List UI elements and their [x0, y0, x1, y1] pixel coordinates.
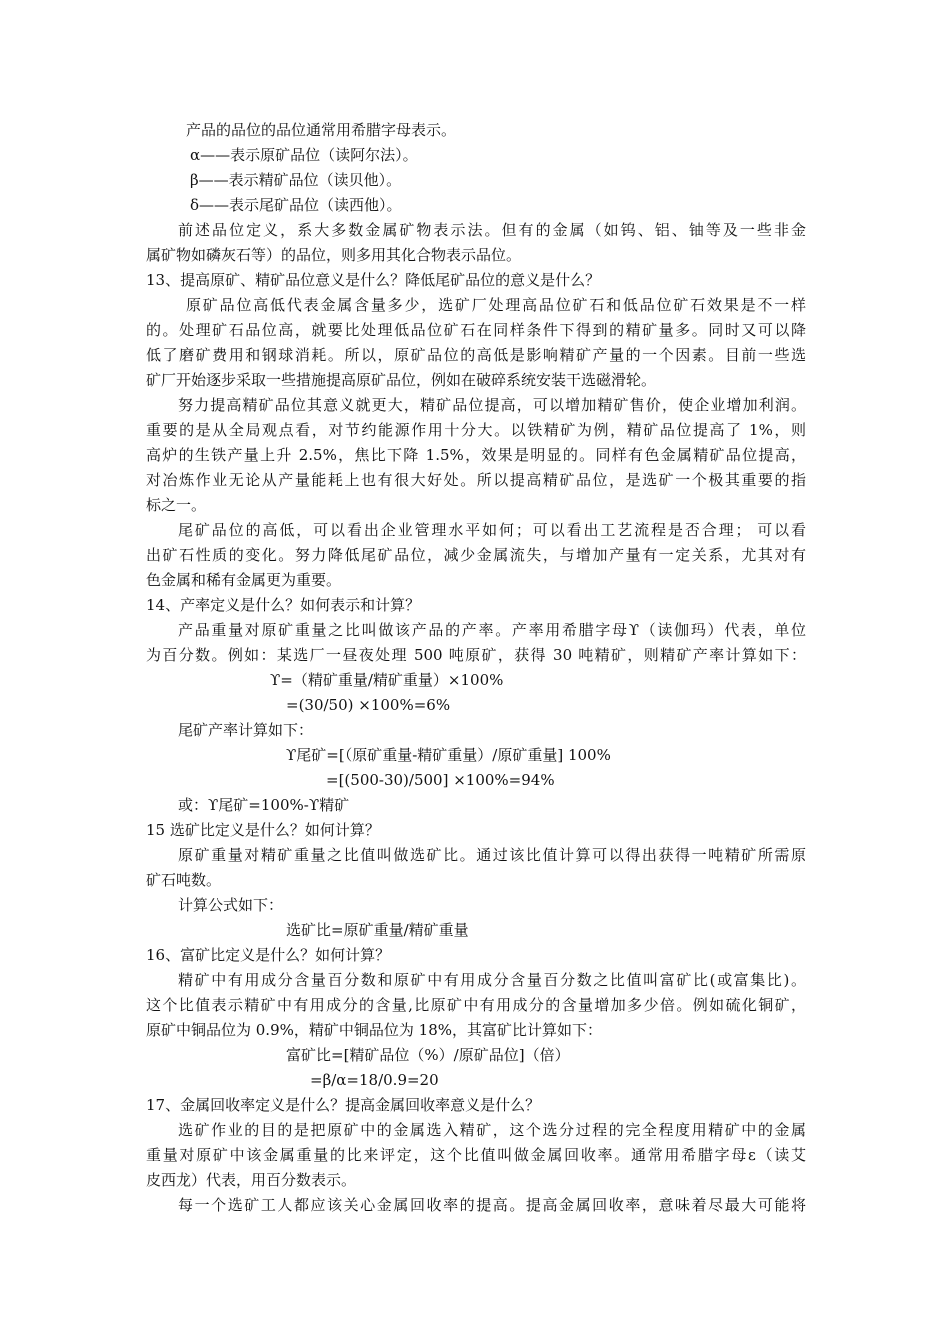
- paragraph-line: 这个比值表示精矿中有用成分的含量,比原矿中有用成分的含量增加多少倍。例如硫化铜矿，: [146, 996, 806, 1014]
- paragraph-line: 重要的是从全局观点看，对节约能源作用十分大。以铁精矿为例，精矿品位提高了 1%，则: [146, 421, 806, 439]
- formula-line: =[(500-30)/500] ×100%=94%: [326, 771, 555, 789]
- paragraph-line: 原矿重量对精矿重量之比值叫做选矿比。通过该比值计算可以得出获得一吨精矿所需原: [178, 846, 806, 864]
- paragraph-line: 对冶炼作业无论从产量能耗上也有很大好处。所以提高精矿品位，是选矿一个极其重要的指: [146, 471, 806, 489]
- section-heading-16: 16、富矿比定义是什么？如何计算？: [146, 946, 391, 964]
- grade-beta-line: β——表示精矿品位（读贝他）。: [190, 171, 402, 189]
- formula-line: =(30/50) ×100%=6%: [286, 696, 451, 714]
- grade-delta-line: δ——表示尾矿品位（读西他）。: [190, 196, 402, 214]
- paragraph-line: 属矿物如磷灰石等）的品位，则多用其化合物表示品位。: [146, 246, 522, 264]
- paragraph-line: 色金属和稀有金属更为重要。: [146, 571, 342, 589]
- section-heading-13: 13、提高原矿、精矿品位意义是什么？降低尾矿品位的意义是什么？: [146, 271, 601, 289]
- paragraph-line: 的。处理矿石品位高，就要比处理低品位矿石在同样条件下得到的精矿量多。同时又可以降: [146, 321, 806, 339]
- paragraph-line: 产品的品位的品位通常用希腊字母表示。: [186, 121, 457, 139]
- paragraph-line: 原矿中铜品位为 0.9%，精矿中铜品位为 18%，其富矿比计算如下：: [146, 1021, 602, 1039]
- formula-line: ϒ=（精矿重量/精矿重量）×100%: [270, 671, 504, 689]
- paragraph-line: 矿厂开始逐步采取一些措施提高原矿品位，例如在破碎系统安装干选磁滑轮。: [146, 371, 657, 389]
- paragraph-line: 尾矿产率计算如下：: [178, 721, 314, 739]
- section-heading-15: 15 选矿比定义是什么？如何计算？: [146, 821, 380, 839]
- section-heading-14: 14、产率定义是什么？如何表示和计算？: [146, 596, 421, 614]
- paragraph-line: 皮西龙）代表，用百分数表示。: [146, 1171, 357, 1189]
- grade-alpha-line: α——表示原矿品位（读阿尔法）。: [190, 146, 418, 164]
- paragraph-line: 每一个选矿工人都应该关心金属回收率的提高。提高金属回收率，意味着尽最大可能将: [178, 1196, 806, 1214]
- paragraph-line: 重量对原矿中该金属重量的比来评定，这个比值叫做金属回收率。通常用希腊字母ε（读艾: [146, 1146, 806, 1164]
- formula-line: 富矿比=[精矿品位（%）/原矿品位]（倍）: [286, 1046, 570, 1064]
- paragraph-line: 低了磨矿费用和钢球消耗。所以，原矿品位的高低是影响精矿产量的一个因素。目前一些选: [146, 346, 806, 364]
- formula-line: 或：ϒ尾矿=100%-ϒ精矿: [178, 796, 350, 814]
- paragraph-line: 前述品位定义，系大多数金属矿物表示法。但有的金属（如钨、铝、铀等及一些非金: [178, 221, 806, 239]
- paragraph-line: 选矿作业的目的是把原矿中的金属选入精矿，这个选分过程的完全程度用精矿中的金属: [178, 1121, 806, 1139]
- paragraph-line: 计算公式如下：: [178, 896, 284, 914]
- paragraph-line: 标之一。: [146, 496, 207, 514]
- section-heading-17: 17、金属回收率定义是什么？提高金属回收率意义是什么？: [146, 1096, 541, 1114]
- paragraph-line: 原矿品位高低代表金属含量多少，选矿厂处理高品位矿石和低品位矿石效果是不一样: [186, 296, 806, 314]
- formula-line: 选矿比=原矿重量/精矿重量: [286, 921, 469, 939]
- paragraph-line: 高炉的生铁产量上升 2.5%，焦比下降 1.5%，效果是明显的。同样有色金属精矿品位提高，: [146, 446, 806, 464]
- paragraph-line: 出矿石性质的变化。努力降低尾矿品位，减少金属流失，与增加产量有一定关系，尤其对有: [146, 546, 806, 564]
- formula-line: =β/α=18/0.9=20: [310, 1071, 439, 1089]
- paragraph-line: 努力提高精矿品位其意义就更大，精矿品位提高，可以增加精矿售价，使企业增加利润。: [178, 396, 806, 414]
- paragraph-line: 产品重量对原矿重量之比叫做该产品的产率。产率用希腊字母ϒ（读伽玛）代表，单位: [178, 621, 806, 639]
- paragraph-line: 为百分数。例如：某选厂一昼夜处理 500 吨原矿，获得 30 吨精矿，则精矿产率计算如下：: [146, 646, 806, 664]
- paragraph-line: 尾矿品位的高低，可以看出企业管理水平如何；可以看出工艺流程是否合理； 可以看: [178, 521, 806, 539]
- paragraph-line: 精矿中有用成分含量百分数和原矿中有用成分含量百分数之比值叫富矿比(或富集比)。: [178, 971, 806, 989]
- formula-line: ϒ尾矿=[（原矿重量-精矿重量）/原矿重量] 100%: [286, 746, 611, 764]
- paragraph-line: 矿石吨数。: [146, 871, 222, 889]
